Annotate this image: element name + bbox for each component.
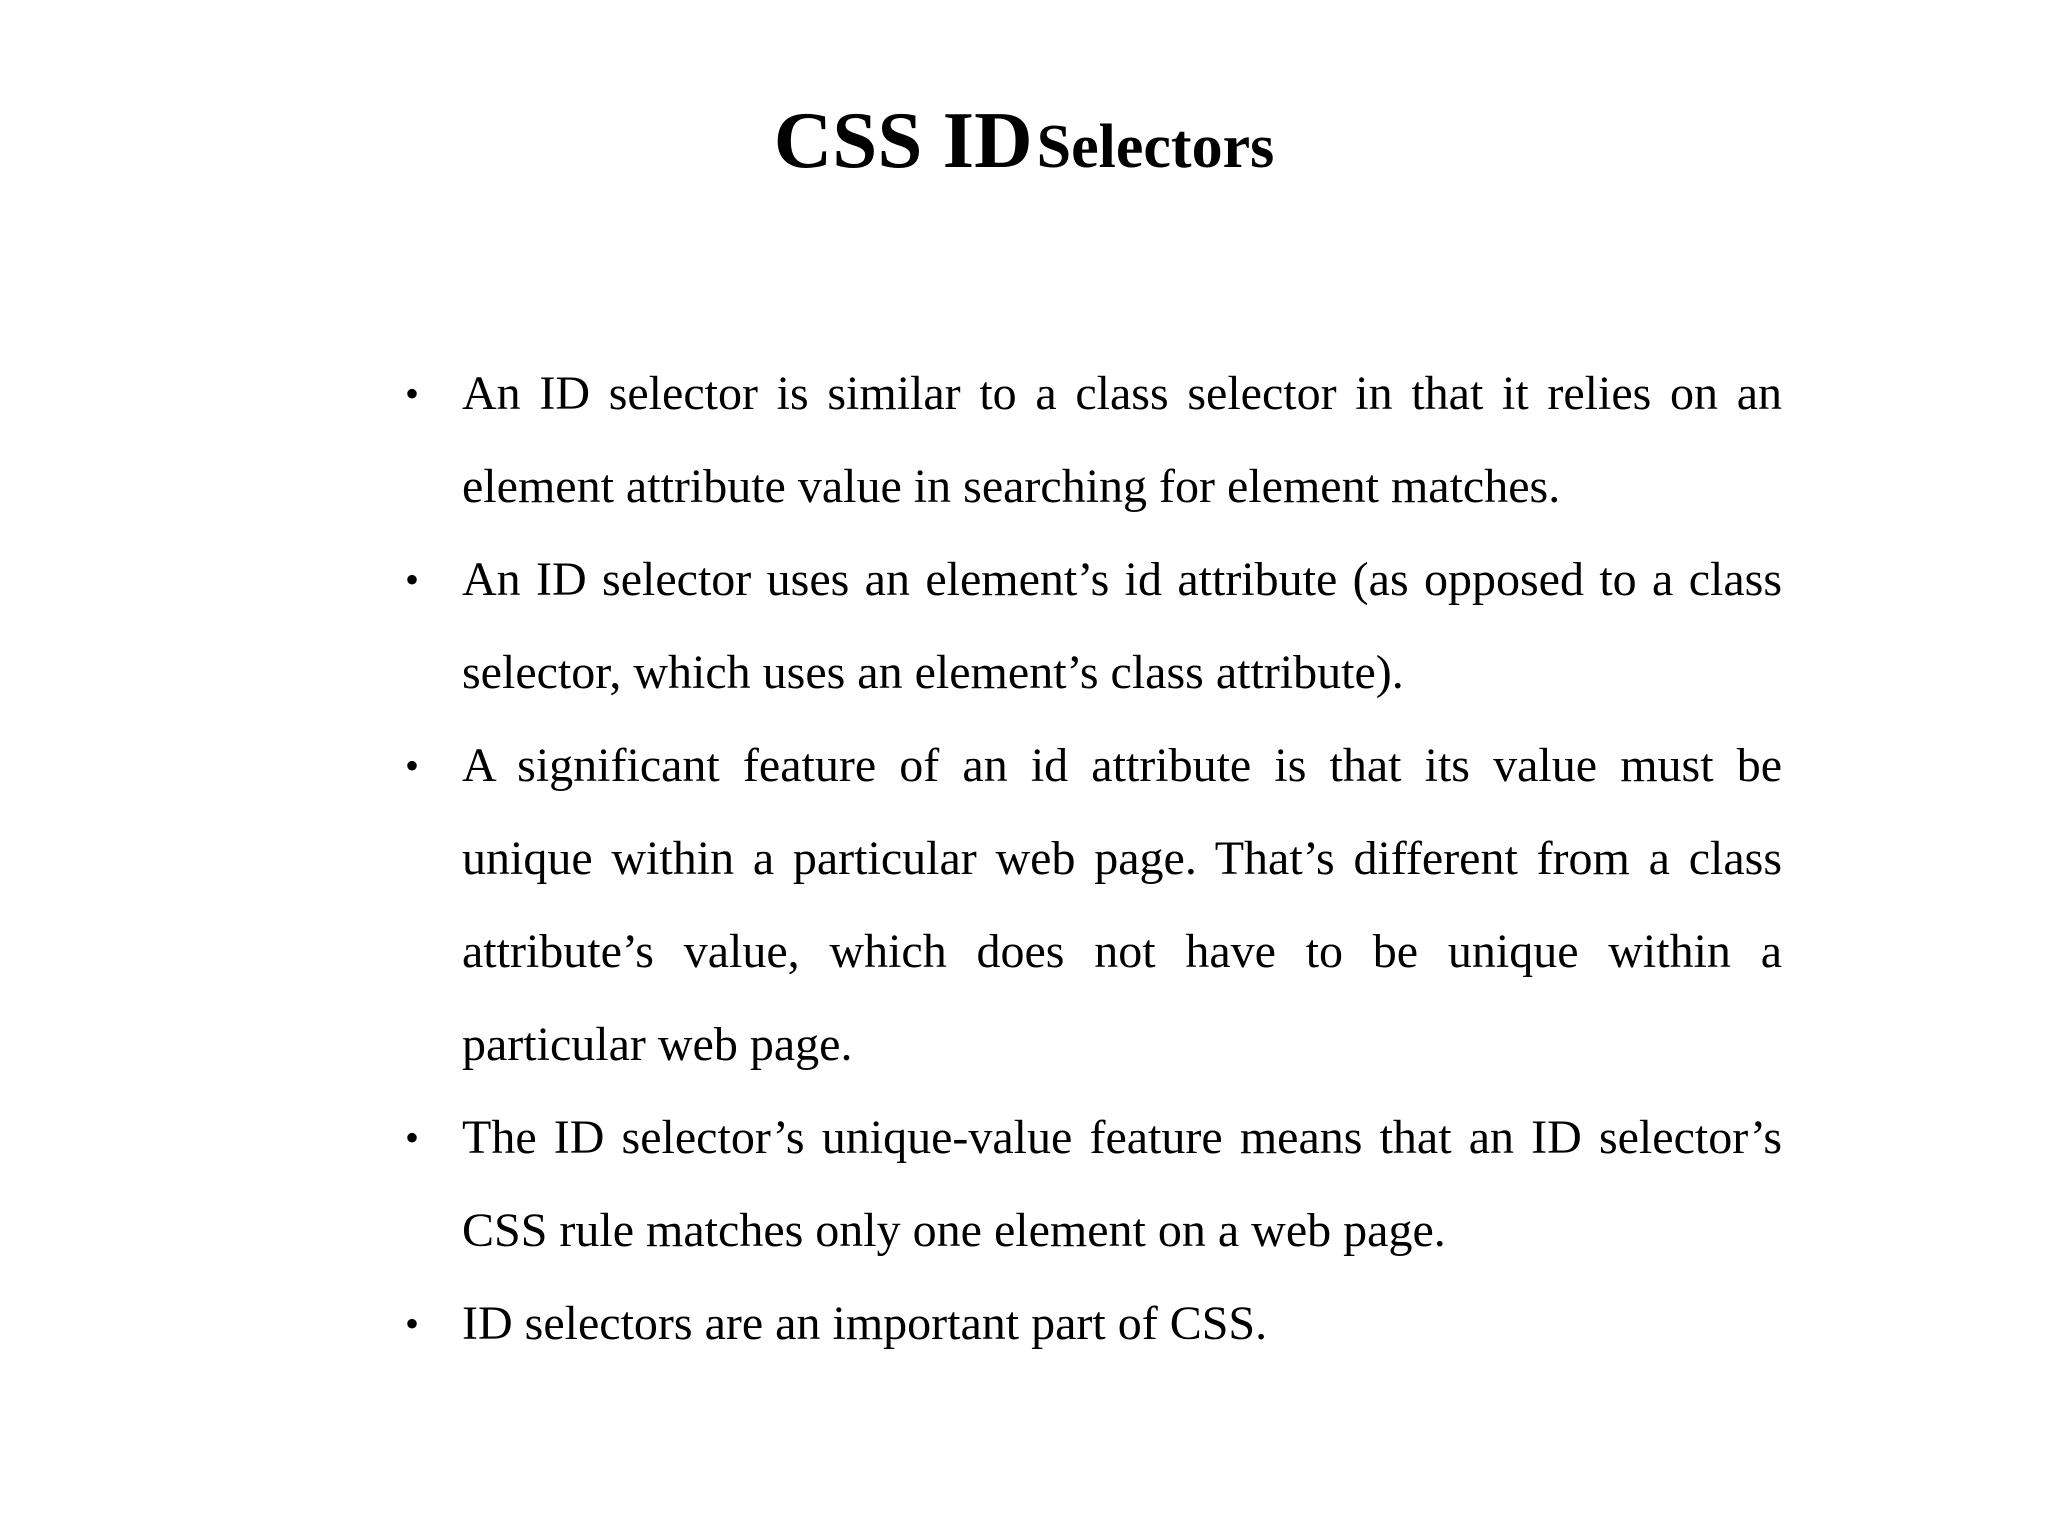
bullet-item — [405, 719, 1782, 1091]
slide-title-main: CSS ID — [773, 95, 1033, 185]
bullet-text: An ID selector uses an element’s id attribute (as opposed to a class selector, which uses an element’s class attribute). — [462, 553, 1782, 699]
bullet-text: An ID selector is similar to a class selector in that it relies on an element attribute value in searching for element matches. — [462, 367, 1782, 513]
bullet-icon: • — [405, 1115, 420, 1160]
slide-title — [0, 95, 2048, 185]
bullet-icon: • — [405, 1301, 420, 1346]
bullet-icon: • — [405, 557, 420, 602]
bullet-text: A significant feature of an id attribute is that its value must be unique within a particular web page. That’s different from a class attribute’s value, which does not have to be unique within a particular web page. — [462, 739, 1782, 1071]
bullet-item — [405, 533, 1782, 719]
bullet-text: The ID selector’s unique-value feature means that an ID selector’s CSS rule matches only one element on a web page. — [462, 1111, 1782, 1257]
bullet-item — [405, 347, 1782, 533]
bullet-item — [405, 1277, 1782, 1370]
slide-title-sub: Selectors — [1036, 113, 1275, 181]
bullet-list — [405, 347, 1782, 1370]
bullet-icon: • — [405, 743, 420, 788]
bullet-item — [405, 1091, 1782, 1277]
bullet-text: ID selectors are an important part of CSS. — [462, 1297, 1268, 1350]
bullet-icon: • — [405, 371, 420, 416]
